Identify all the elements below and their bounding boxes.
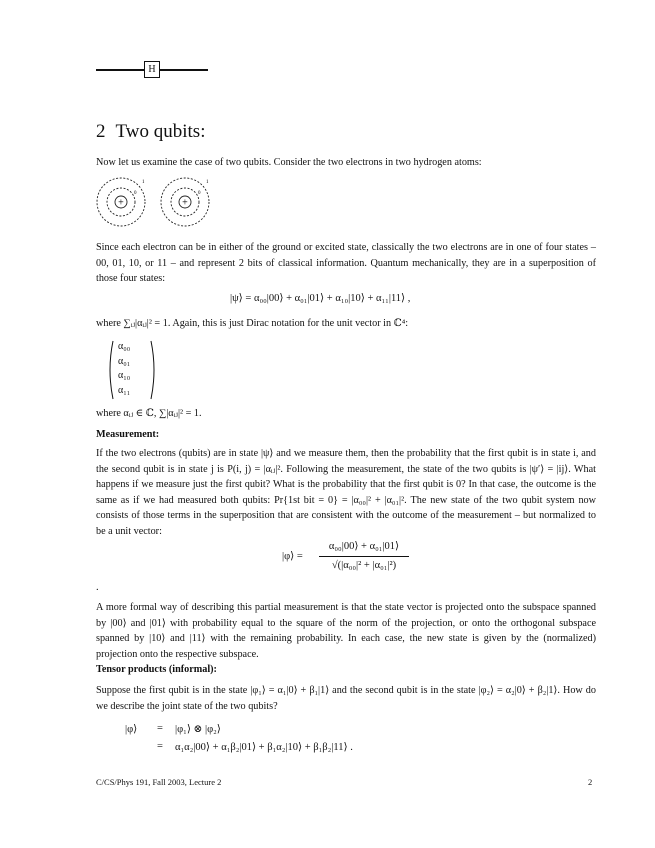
level-0-label: 0 (134, 191, 137, 196)
formal-paragraph: A more formal way of describing this partial measurement is that the state vector is projected onto the subspace spanned by |00⟩ and |01⟩ with probability equal to the square of the norm of the projection, or onto the orthogonal subspace spanned by |10⟩ and |11⟩ with the remaining probability. In each case, the new state is given by the (normalized) projection onto the respective subspace. (96, 602, 596, 660)
measurement-paragraph: If the two electrons (qubits) are in state |ψ⟩ and we measure them, then the probability that the first qubit is in state i, and the second qubit is in state j is P(i, j) = |αᵢⱼ|². Following the measurement, the state of the two qubits is |ψ′⟩ = |ij⟩. What happens if we measure just the first qubit? What is the probability that the first qubit is 0? In that case, the outcome is the same as if we had measured both qubits: Pr{1st bit = 0} = |α₀₀|² + |α₀₁|². The new state of the two qubit system now consists of those terms in the superposition that are consistent with the outcome of the measurement – but normalized to be a unit vector: (96, 448, 596, 537)
phi-numerator: α₀₀|00⟩ + α₀₁|01⟩ (328, 541, 400, 552)
normalization-sentence: where ∑ᵢⱼ|αᵢⱼ|² = 1. Again, this is just Dirac notation for the unit vector in ℂ⁴: (96, 318, 409, 329)
section-heading: Two qubits: (115, 121, 206, 142)
tensor-paragraph: Suppose the first qubit is in the state |φ₁⟩ = α₁|0⟩ + β₁|1⟩ and the second qubit is in the state |φ₂⟩ = α₂|0⟩ + β₂|1⟩. How do we describe the joint state of the two qubits? (96, 685, 596, 712)
footer-course: C/CS/Phys 191, Fall 2003, Lecture 2 (96, 777, 222, 787)
level-1-label: 1 (206, 180, 209, 185)
section-title (96, 121, 205, 143)
nucleus-label: + (182, 197, 188, 209)
states-paragraph: Since each electron can be in either of the ground or excited state, classically the two electrons are in one of four states – 00, 01, 10, or 11 – and represent 2 bits of classical information. Quantum mechanically, they are in a superposition of those four states: (96, 242, 596, 285)
nucleus-label: + (118, 197, 124, 209)
vector-entry: α₀₀ (118, 341, 131, 352)
stray-period: . (96, 582, 99, 593)
vector-entry: α₀₁ (118, 355, 131, 367)
section-number: 2 (96, 121, 106, 142)
level-1-label: 1 (142, 180, 145, 185)
measurement-heading: Measurement: (96, 429, 160, 440)
vector-entry: α₁₀ (118, 370, 131, 381)
hydrogen-atoms-diagram (96, 175, 216, 233)
phi-denominator: √(|α₀₀|² + |α₀₁|²) (331, 560, 397, 571)
hadamard-gate: H (144, 61, 160, 78)
atom-2 (161, 178, 209, 226)
superposition-equation: |ψ⟩ = α₀₀|00⟩ + α₀₁|01⟩ + α₁₀|10⟩ + α₁₁|11⟩ , (230, 293, 411, 304)
alpha-condition: where αᵢⱼ ∈ ℂ, ∑|αᵢⱼ|² = 1. (96, 408, 202, 419)
vector-brackets (106, 340, 158, 400)
joint-rhs-1: |φ₁⟩ ⊗ |φ₂⟩ (175, 724, 221, 735)
fraction-bar (319, 556, 409, 557)
tensor-heading: Tensor products (informal): (96, 664, 217, 675)
joint-rhs-2: α₁α₂|00⟩ + α₁β₂|01⟩ + β₁α₂|10⟩ + β₁β₂|11⟩ . (175, 742, 353, 753)
intro-paragraph: Now let us examine the case of two qubits. Consider the two electrons in two hydrogen atoms: (96, 157, 482, 168)
atom-1 (97, 178, 145, 226)
joint-eq-1: = (157, 723, 163, 734)
vector-entry: α₁₁ (118, 384, 131, 396)
column-vector (106, 340, 158, 400)
joint-eq-2: = (157, 741, 163, 752)
phi-lhs: |φ⟩ = (282, 551, 303, 562)
level-0-label: 0 (198, 191, 201, 196)
joint-lhs: |φ⟩ (125, 724, 138, 735)
footer-page-number: 2 (588, 777, 593, 787)
